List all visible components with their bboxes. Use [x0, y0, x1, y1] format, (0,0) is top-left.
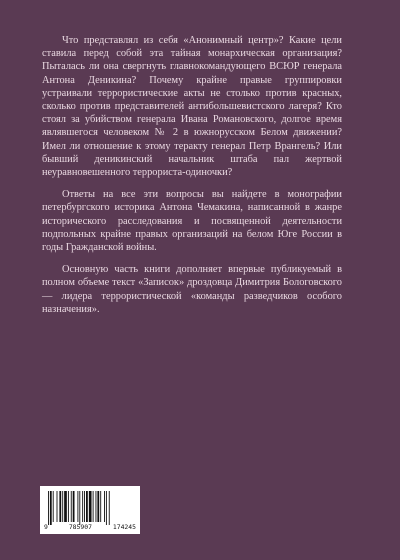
barcode-bar: [82, 491, 83, 522]
barcode-bar: [104, 491, 105, 522]
barcode-digit-group-2: 785907: [68, 523, 92, 531]
barcode-bar: [100, 491, 101, 522]
barcode-digits: [40, 523, 140, 533]
paragraph-questions: Что представлял из себя «Анонимный центр»? Какие цели ставила перед собой эта тайная монархическая организация? Пыталась ли она свергнуть главнокомандующего ВСЮР генерала Антона Деникина? Почему крайне правые группировки устраивали террористические акты не столько против красных, сколько против представителей антибольшевистского лагеря? Кто стоял за убийством генерала Ивана Романовского, долгое время являвшегося человеком № 2 в южнорусском Белом движении? Имел ли отношение к этому теракту генерал Петр Врангель? Или бывший деникинский начальник штаба пал жертвой неуравновешенного террориста-одиночки?: [42, 35, 342, 179]
barcode-bar: [97, 491, 99, 522]
barcode-bar: [77, 491, 78, 522]
paragraph-memoirs: Основную часть книги дополняет впервые публикуемый в полном объеме текст «Записок» дроздовца Димитрия Бологовского — лидера террористической «команды разведчиков особого назначения».: [42, 264, 342, 315]
barcode-bar: [96, 491, 97, 522]
barcode-bar: [59, 491, 61, 522]
barcode-bar: [106, 491, 107, 525]
barcode-bar: [64, 491, 67, 522]
barcode-bar: [68, 491, 69, 522]
annotation-text: [42, 34, 342, 319]
barcode-bar: [79, 491, 80, 525]
barcode-digit-group-1: 9: [44, 523, 48, 531]
barcode-bar: [84, 491, 85, 522]
paragraph-answers: Ответы на все эти вопросы вы найдете в монографии петербургского историка Антона Чемакина, написанной в жанре исторического расследования и посвященной деятельности подпольных крайне правых организаций на белом Юге России в годы Гражданской войны.: [42, 189, 342, 254]
barcode-digit-group-3: 174245: [112, 523, 136, 531]
barcode-bar: [62, 491, 63, 522]
barcode-bar: [86, 491, 88, 522]
barcode-bar: [89, 491, 92, 522]
barcode-bar: [93, 491, 94, 522]
barcode-bar: [57, 491, 58, 522]
barcode-bar: [48, 491, 49, 525]
barcode-bar: [71, 491, 72, 522]
barcode-bar: [50, 491, 52, 525]
barcode-bar: [109, 491, 110, 525]
isbn-barcode: [40, 486, 140, 534]
barcode-bar: [73, 491, 75, 522]
barcode-bar: [53, 491, 54, 522]
